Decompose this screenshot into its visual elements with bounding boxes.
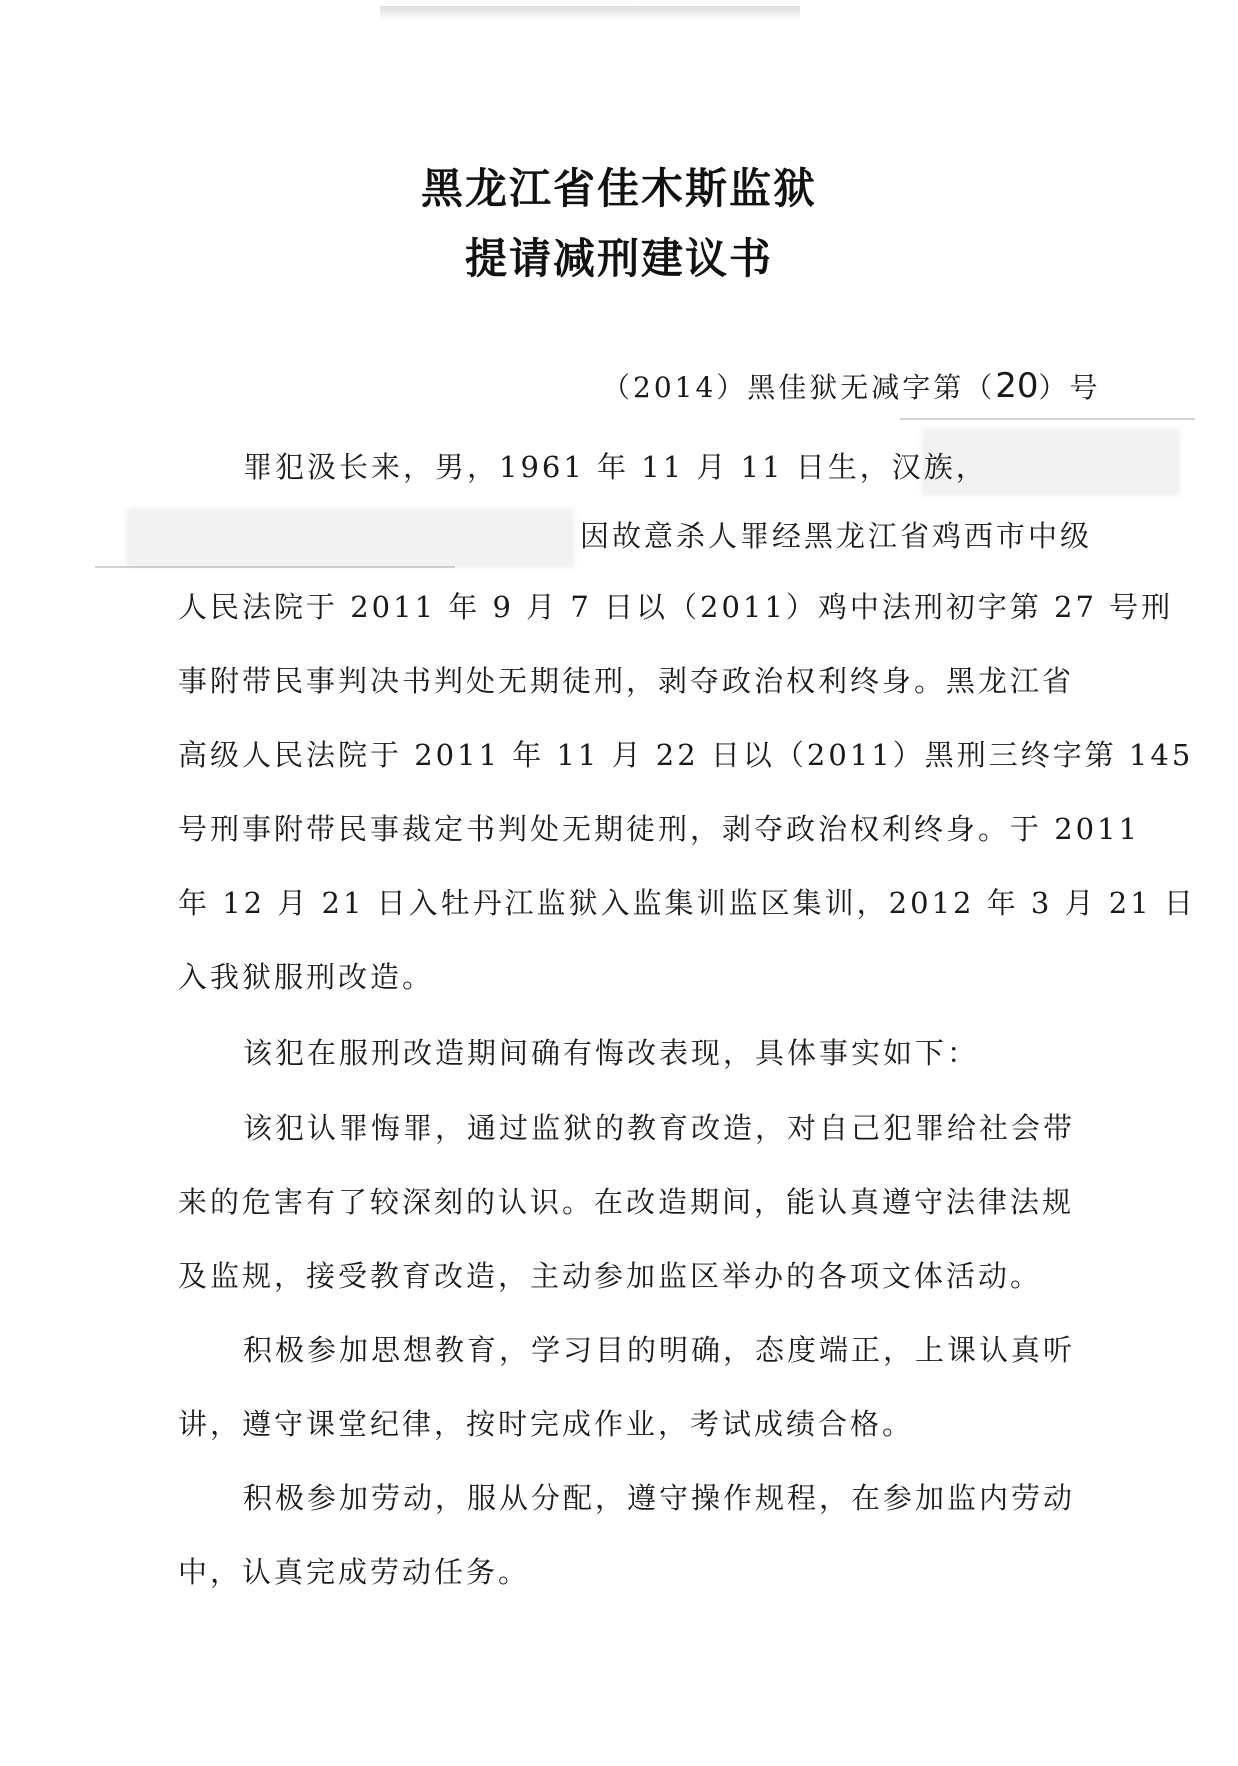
redaction-edge	[900, 418, 1195, 420]
body-line: 年 12 月 21 日入牡丹江监狱入监集训监区集训，2012 年 3 月 21 日	[178, 886, 1196, 920]
document-title-line-2: 提请减刑建议书	[464, 234, 773, 283]
document-number-value: 20	[995, 366, 1039, 406]
body-line: 该犯认罪悔罪，通过监狱的教育改造，对自己犯罪给社会带	[243, 1111, 1076, 1145]
body-line: 高级人民法院于 2011 年 11 月 22 日以（2011）黑刑三终字第 145	[178, 738, 1194, 772]
body-line: 事附带民事判决书判处无期徒刑，剥夺政治权利终身。黑龙江省	[178, 664, 1075, 698]
body-line: 中，认真完成劳动任务。	[178, 1555, 531, 1589]
document-number	[602, 366, 1122, 406]
redaction-edge	[95, 566, 455, 568]
scan-shadow	[380, 6, 800, 20]
body-line: 积极参加思想教育，学习目的明确，态度端正，上课认真听	[243, 1333, 1076, 1367]
document-title-line-1: 黑龙江省佳木斯监狱	[420, 164, 817, 213]
document-number-suffix: ）号	[1038, 371, 1101, 404]
body-line: 因故意杀人罪经黑龙江省鸡西市中级	[580, 519, 1093, 553]
body-line: 来的危害有了较深刻的认识。在改造期间，能认真遵守法律法规	[178, 1185, 1075, 1219]
redaction-box	[130, 512, 570, 564]
body-line: 人民法院于 2011 年 9 月 7 日以（2011）鸡中法刑初字第 27 号刑	[178, 590, 1174, 624]
body-line: 该犯在服刑改造期间确有悔改表现，具体事实如下：	[243, 1036, 980, 1070]
body-line: 积极参加劳动，服从分配，遵守操作规程，在参加监内劳动	[243, 1481, 1076, 1515]
body-line: 入我狱服刑改造。	[178, 960, 435, 994]
body-line: 号刑事附带民事裁定书判处无期徒刑，剥夺政治权利终身。于 2011	[178, 812, 1141, 846]
body-line: 讲，遵守课堂纪律，按时完成作业，考试成绩合格。	[178, 1407, 915, 1441]
body-line: 及监规，接受教育改造，主动参加监区举办的各项文体活动。	[178, 1259, 1043, 1293]
body-line: 罪犯汲长来，男，1961 年 11 月 11 日生，汉族，	[243, 450, 988, 484]
document-number-prefix: （2014）黑佳狱无减字第（	[602, 371, 996, 404]
